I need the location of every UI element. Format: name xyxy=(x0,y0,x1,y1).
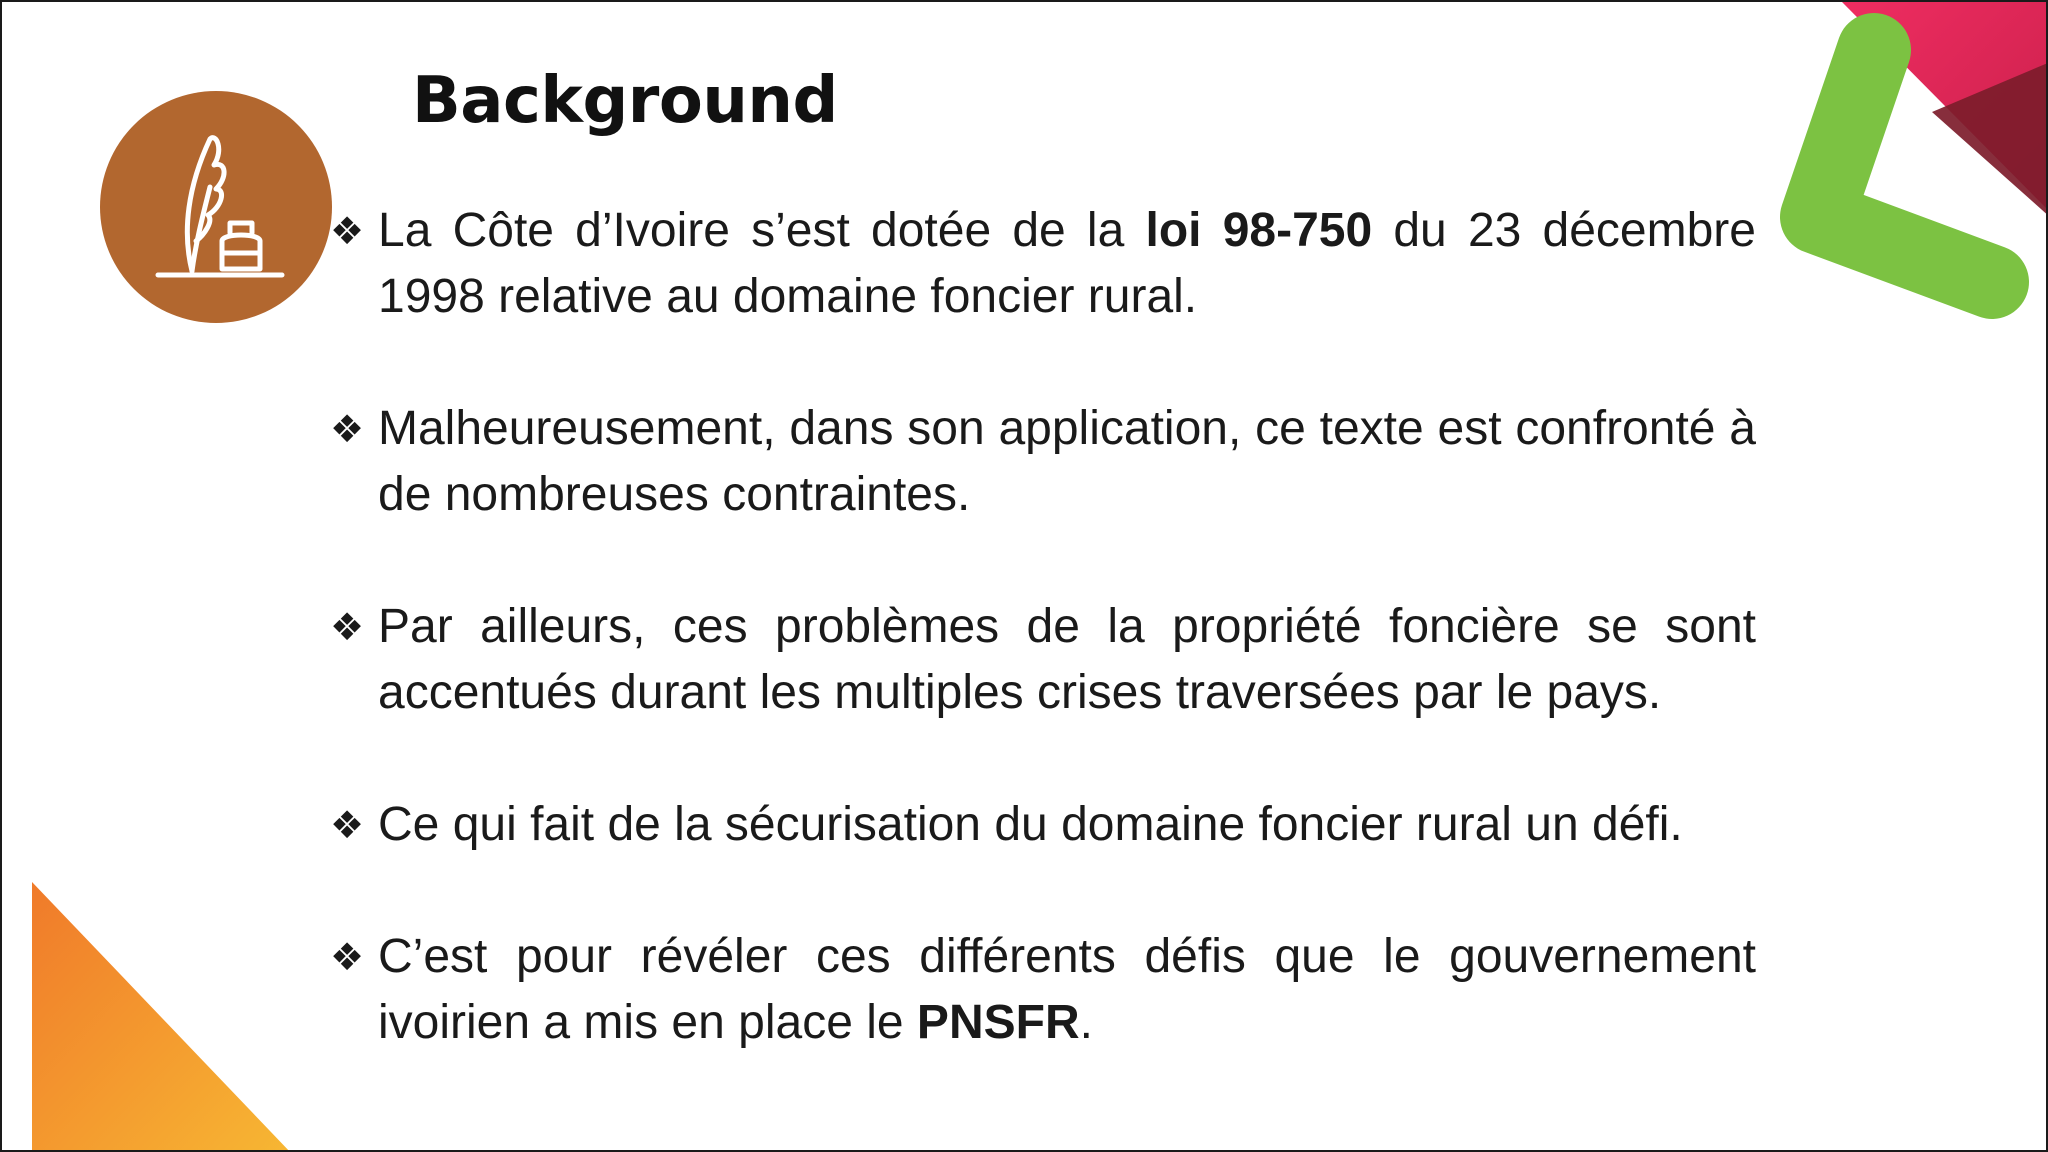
four-diamond-bullet-icon: ❖ xyxy=(330,803,365,847)
bullet-text-end: du 23 décembre 1998 relative au domaine foncier rural. xyxy=(378,204,1756,323)
bullet-text: Malheureusement, dans son application, ce texte est confronté à de nombreuses contraintes. xyxy=(378,402,1756,521)
bullet-text: Par ailleurs, ces problèmes de la propriété foncière se sont accentués durant les multiples crises traversées par le pays. xyxy=(378,600,1756,719)
bullet-text: La Côte d’Ivoire s’est dotée de la xyxy=(378,204,1146,257)
slide-title: Background xyxy=(412,64,838,138)
bullet-item xyxy=(330,198,1756,330)
bullet-item xyxy=(330,792,1756,858)
bullet-list xyxy=(330,198,1756,1056)
bullet-text: Ce qui fait de la sécurisation du domaine foncier rural un défi. xyxy=(378,798,1683,851)
quill-inkwell-icon xyxy=(100,91,332,323)
bullet-text: C’est pour révéler ces différents défis que le gouvernement ivoirien a mis en place le xyxy=(378,930,1756,1049)
bullet-bold-text: PNSFR xyxy=(916,996,1080,1049)
bullet-item xyxy=(330,924,1756,1056)
bullet-item xyxy=(330,396,1756,528)
four-diamond-bullet-icon: ❖ xyxy=(330,209,365,253)
four-diamond-bullet-icon: ❖ xyxy=(330,605,365,649)
four-diamond-bullet-icon: ❖ xyxy=(330,407,365,451)
bullet-text-end: . xyxy=(1079,996,1093,1049)
four-diamond-bullet-icon: ❖ xyxy=(330,935,365,979)
bullet-bold-text: loi 98-750 xyxy=(1145,204,1373,257)
bullet-item xyxy=(330,594,1756,726)
orange-triangle-shape xyxy=(32,882,292,1152)
